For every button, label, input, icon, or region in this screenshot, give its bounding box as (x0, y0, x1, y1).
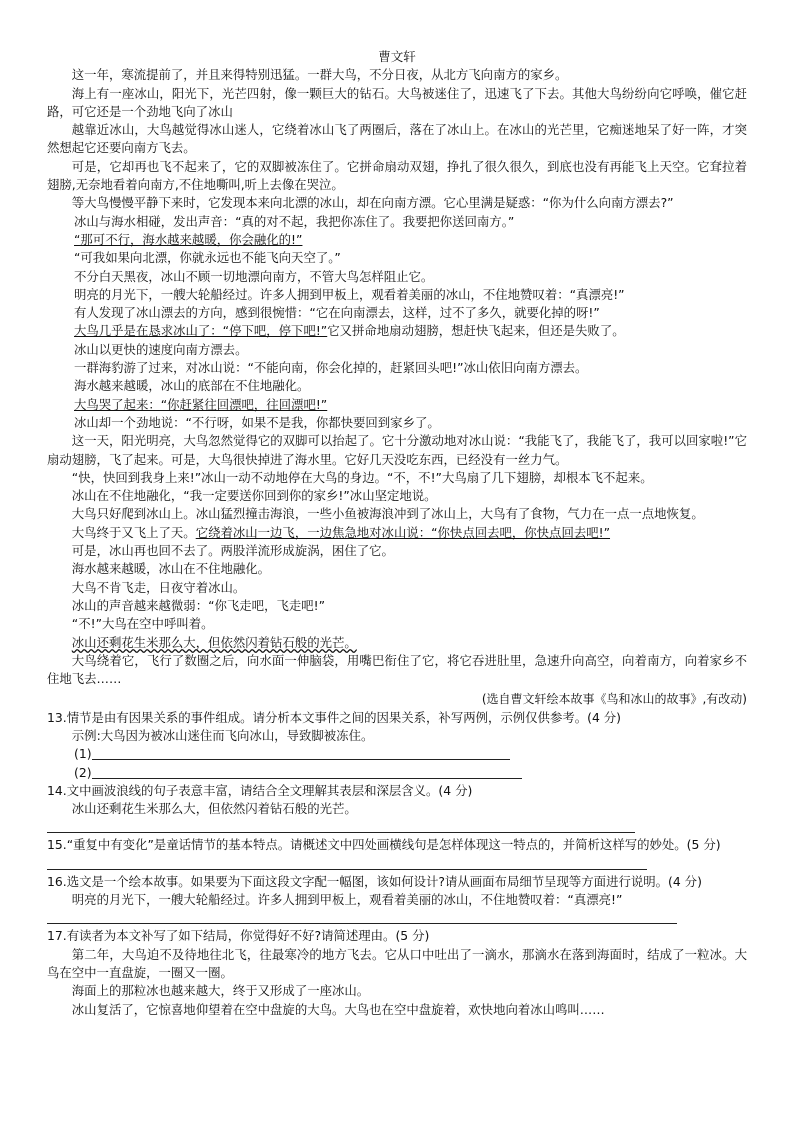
story-paragraph: 大鸟几乎是在恳求冰山了：“停下吧，停下吧!”它又拼命地扇动翅膀，想赶快飞起来，但还是失败了。 (74, 323, 625, 339)
question-17-ending: 冰山复活了，它惊喜地仰望着在空中盘旋的大鸟。大鸟也在空中盘旋着，欢快地向着冰山鸣叫…… (71, 1001, 605, 1017)
underlined-sentence: “那可不行，海水越来越暖，你会融化的!” (74, 231, 303, 247)
story-paragraph: 可是，冰山再也回不去了。两股洋流形成旋涡，困住了它。 (71, 543, 394, 559)
story-paragraph: 明亮的月光下，一艘大轮船经过。许多人拥到甲板上，观看着美丽的冰山，不住地赞叹着：“真漂亮!” (74, 286, 625, 302)
underlined-sentence: 它绕着冰山一边飞，一边焦急地对冰山说：“你快点回去吧，你快点回去吧!” (195, 524, 611, 540)
story-paragraph: 海上有一座冰山，阳光下，光芒四射，像一颗巨大的钻石。大鸟被迷住了，迅速飞了下去。其他大鸟纷纷向它呼唤，催它赶路，可它还是一个劲地飞向了冰山 (47, 85, 747, 119)
story-paragraph: 有人发现了冰山漂去的方向，感到很惋惜：“它在向南漂去，这样，过不了多久，就要化掉的呀!” (74, 305, 600, 321)
story-paragraph: 冰山却一个劲地说：“不行呀，如果不是我，你都快要回到家乡了。 (74, 414, 440, 430)
story-paragraph: 冰山在不住地融化，“我一定要送你回到你的家乡!”冰山坚定地说。 (71, 488, 437, 504)
answer-line-15[interactable] (47, 855, 647, 870)
story-paragraph: 海水越来越暖，冰山在不住地融化。 (71, 561, 271, 577)
story-paragraph: 一群海豹游了过来，对冰山说：“不能向南，你会化掉的，赶紧回头吧!”冰山依旧向南方漂去。 (74, 360, 588, 376)
story-paragraph: 等大鸟慢慢平静下来时，它发现本来向北漂的冰山，却在向南方漂。它心里满是疑惑：“你为什么向南方漂去?” (71, 195, 674, 211)
story-paragraph: 大鸟终于又飞上了天。它绕着冰山一边飞，一边焦急地对冰山说：“你快点回去吧，你快点回去吧!” (71, 524, 611, 540)
story-paragraph (47, 396, 747, 414)
question-17-ending: 第二年，大鸟迫不及待地往北飞，往最寒冷的地方飞去。它从口中吐出了一滴水，那滴水在落到海面时，结成了一粒冰。大鸟在空中一直盘旋，一圈又一圈。 (47, 946, 747, 980)
source-note: (选自曹文轩绘本故事《鸟和冰山的故事》,有改动) (481, 692, 747, 707)
story-paragraph: 冰山以更快的速度向南方漂去。 (74, 341, 248, 357)
wavy-underlined-sentence: 冰山还剩花生米那么大，但依然闪着钻石般的光芒。 (71, 634, 357, 650)
answer-line-13-2[interactable]: (2) (47, 764, 747, 782)
underlined-sentence: 大鸟哭了起来：“你赶紧往回漂吧，往回漂吧!” (74, 396, 328, 412)
story-paragraph: 越靠近冰山，大鸟越觉得冰山迷人，它绕着冰山飞了两圈后，落在了冰山上。在冰山的光芒里，它痴迷地呆了好一阵，才突然想起它还要向南方飞去。 (47, 122, 747, 156)
story-paragraph: 冰山与海水相碰，发出声音：“真的对不起，我把你冻住了。我要把你送回南方。” (74, 213, 515, 229)
author-heading: 曹文轩 (378, 49, 416, 64)
story-paragraph (47, 231, 747, 249)
question-17-ending: 海面上的那粒冰也越来越大，终于又形成了一座冰山。 (71, 983, 370, 999)
story-paragraph: 这一年，寒流提前了，并且来得特别迅猛。一群大鸟，不分日夜，从北方飞向南方的家乡。 (71, 67, 568, 83)
story-paragraph: 不分白天黑夜，冰山不顾一切地漂向南方，不管大鸟怎样阻止它。 (74, 268, 434, 284)
question-14-quote: 冰山还剩花生米那么大，但依然闪着钻石般的光芒。 (71, 801, 357, 817)
answer-line-13-1[interactable]: (1) (47, 745, 747, 763)
question-14: 14.文中画波浪线的句子表意丰富，请结合全文理解其表层和深层含义。(4 分) (47, 782, 473, 798)
story-paragraph: 大鸟绕着它，飞行了数圈之后，向水面一伸脑袋，用嘴巴衔住了它，将它吞进肚里，急速升向高空，向着南方，向着家乡不住地飞去…… (47, 652, 747, 687)
question-16-quote: 明亮的月光下，一艘大轮船经过。许多人拥到甲板上，观看着美丽的冰山，不住地赞叹着：“真漂亮!” (71, 892, 623, 908)
story-paragraph: 大鸟只好爬到冰山上。冰山猛烈撞击海浪，一些小鱼被海浪冲到了冰山上，大鸟有了食物，气力在一点一点地恢复。 (71, 506, 704, 522)
story-paragraph: 这一天，阳光明亮，大鸟忽然觉得它的双脚可以抬起了。它十分激动地对冰山说：“我能飞了，我能飞了，我可以回家啦!”它扇动翅膀，飞了起来。可是，大鸟很快掉进了海水里。它好几天没吃东西，已经没有一丝力气。 (47, 433, 747, 467)
document-page (47, 48, 747, 1019)
question-13-example: 示例:大鸟因为被冰山迷住而飞向冰山，导致脚被冻住。 (71, 727, 374, 743)
story-paragraph: 冰山的声音越来越微弱：“你飞走吧，飞走吧!” (71, 597, 326, 613)
story-paragraph: 大鸟不肯飞走，日夜守着冰山。 (71, 579, 246, 595)
story-paragraph (47, 634, 747, 652)
answer-line-14[interactable] (47, 818, 635, 833)
underlined-sentence: 大鸟几乎是在恳求冰山了：“停下吧，停下吧!” (74, 323, 328, 339)
question-17: 17.有读者为本文补写了如下结局，你觉得好不好?请简述理由。(5 分) (47, 928, 430, 944)
story-paragraph: “可我如果向北漂，你就永远也不能飞向天空了。” (74, 250, 341, 266)
question-13: 13.情节是由有因果关系的事件组成。请分析本文事件之间的因果关系，补写两例，示例仅供参考。(4 分) (47, 709, 621, 725)
answer-line-16[interactable] (47, 909, 677, 924)
story-paragraph: “不!”大鸟在空中呼叫着。 (71, 616, 214, 632)
story-paragraph: 海水越来越暖，冰山的底部在不住地融化。 (74, 378, 310, 394)
question-15: 15.“重复中有变化”是童话情节的基本特点。请概述文中四处画横线句是怎样体现这一特点的，并简析这样写的妙处。(5 分) (47, 837, 721, 853)
story-paragraph: 可是，它却再也飞不起来了，它的双脚被冻住了。它拼命扇动双翅，挣扎了很久很久，到底也没有再能飞上天空。它耷拉着翅膀,无奈地看着向南方,不住地嘶叫,听上去像在哭泣。 (47, 158, 747, 193)
question-16: 16.选文是一个绘本故事。如果要为下面这段文字配一幅图，该如何设计?请从画面布局细节呈现等方面进行说明。(4 分) (47, 873, 702, 889)
story-paragraph: “快，快回到我身上来!”冰山一动不动地停在大鸟的身边。“不，不!”大鸟扇了几下翅膀，却根本飞不起来。 (71, 469, 653, 485)
